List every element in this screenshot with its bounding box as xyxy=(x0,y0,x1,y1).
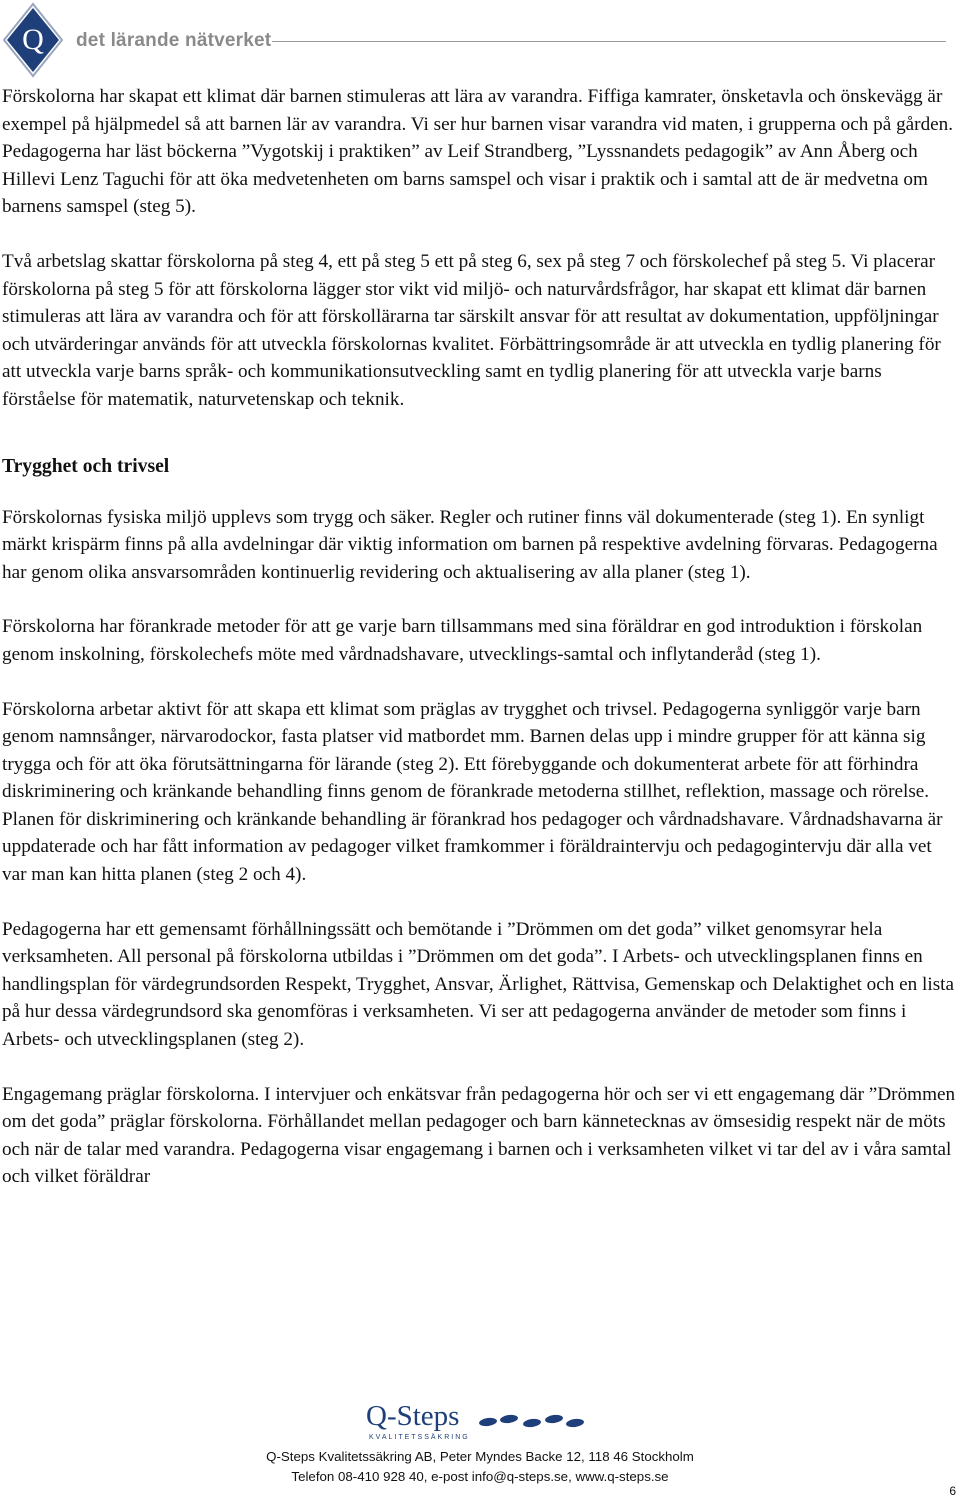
page-header xyxy=(0,0,960,80)
organization-name: det lärande nätverket xyxy=(76,30,272,51)
page-footer xyxy=(0,1398,960,1504)
q-logo-icon xyxy=(2,2,64,78)
footer-contact: Telefon 08-410 928 40, e-post info@q-steps.se, www.q-steps.se xyxy=(291,1469,669,1484)
logo-letter: Q xyxy=(22,23,44,56)
brand-name: Q-Steps xyxy=(366,1400,460,1432)
section-heading: Trygghet och trivsel xyxy=(2,455,170,477)
body-paragraph: Förskolorna har förankrade metoder för att ge varje barn tillsammans med sina föräldrar en god introduktion i förskolan genom inskolning, förskolechefs möte med vårdnadshavare, utvecklings-samtal och inflytanderåd (steg 1). xyxy=(2,616,923,665)
body-paragraph: Engagemang präglar förskolorna. I intervjuer och enkätsvar från pedagogerna hör och ser vi ett engagemang där ”Drömmen om det goda” präglar förskolorna. Förhållandet mellan pedagoger och barn kännetecknas av ömsesidig respekt när de möts och när de talar med varandra. Pedagogerna visar engagemang i barnen och i verksamheten vilket vi tar del av i våra samtal och vilket föräldrar xyxy=(2,1083,956,1188)
body-paragraph: Pedagogerna har ett gemensamt förhållningssätt och bemötande i ”Drömmen om det goda” vilket genomsyrar hela verksamheten. All personal på förskolorna utbildas i ”Drömmen om det goda”. I Arbets- och utvecklingsplanen finns en handlingsplan för värdegrundsorden Respekt, Trygghet, Ansvar, Ärlighet, Rättvisa, Gemenskap och Delaktighet och en lista på hur dessa värdegrundsord ska genomföras i verksamheten. Vi ser att pedagogerna använder de metoder som finns i Arbets- och utvecklingsplanen (steg 2). xyxy=(2,918,955,1051)
page-number: 6 xyxy=(949,1484,956,1498)
brand-subtitle: KVALITETSSÄKRING xyxy=(369,1434,470,1441)
body-paragraph: Förskolorna arbetar aktivt för att skapa ett klimat som präglas av trygghet och trivsel. Pedagogerna synliggör varje barn genom namnsånger, närvarodockor, fasta platser vid matbordet mm. Barnen delas upp i mindre grupper för att känna sig trygga och för att öka förutsättningarna för lärande (steg 2). Ett förebyggande och dokumenterat arbete för att förhindra diskriminering och kränkande behandling finns genom de förankrade metoderna stillhet, reflektion, massage och rörelse. Planen för diskriminering och kränkande behandling är förankrad hos pedagoger och vårdnadshavare. Vårdnadshavarna är uppdaterade och har fått information av pedagoger vilket framkommer i föräldraintervju och pedagogintervju där alla vet var man kan hitta planen (steg 2 och 4). xyxy=(2,698,943,886)
body-paragraph: Två arbetslag skattar förskolorna på steg 4, ett på steg 5 ett på steg 6, sex på steg 7 och förskolechef på steg 5. Vi placerar förskolorna på steg 5 för att förskolorna lägger stor vikt vid miljö- och naturvårdsfrågor, har skapat ett klimat där barnen stimuleras att lära av varandra och för att förskollärarna tar särskilt ansvar för att resultat av dokumentation, uppföljningar och utvärderingar används för att utveckla förskolornas kvalitet. Förbättringsområde är att utveckla en tydlig planering för att utveckla varje barns språk- och kommunikationsutveckling samt en tydlig planering för att utveckla varje barns förståelse för matematik, naturvetenskap och teknik. xyxy=(2,250,941,410)
document-body xyxy=(2,83,958,1218)
body-paragraph: Förskolornas fysiska miljö upplevs som trygg och säker. Regler och rutiner finns väl dokumenterade (steg 1). En synligt märkt krispärm finns på alla avdelningar där viktig information om barnen på respektive avdelning förvaras. Pedagogerna har genom olika ansvarsområden kontinuerlig revidering och aktualisering av alla planer (steg 1). xyxy=(2,506,938,583)
header-divider xyxy=(272,41,946,42)
footer-address: Q-Steps Kvalitetssäkring AB, Peter Myndes Backe 12, 118 46 Stockholm xyxy=(266,1449,694,1464)
body-paragraph: Förskolorna har skapat ett klimat där barnen stimuleras att lära av varandra. Fiffiga kamrater, önsketavla och önskevägg är exempel på hjälpmedel så att barnen lär av varandra. Vi ser hur barnen visar varandra vid maten, i grupperna och på gården. Pedagogerna har läst böckerna ”Vygotskij i praktiken” av Leif Strandberg, ”Lyssnandets pedagogik” av Ann Åberg och Hillevi Lenz Taguchi för att öka medvetenheten om barns samspel och visar i praktik och i samtal att de är medvetna om barnens samspel (steg 5). xyxy=(2,86,954,218)
footprints-icon xyxy=(476,1410,586,1432)
